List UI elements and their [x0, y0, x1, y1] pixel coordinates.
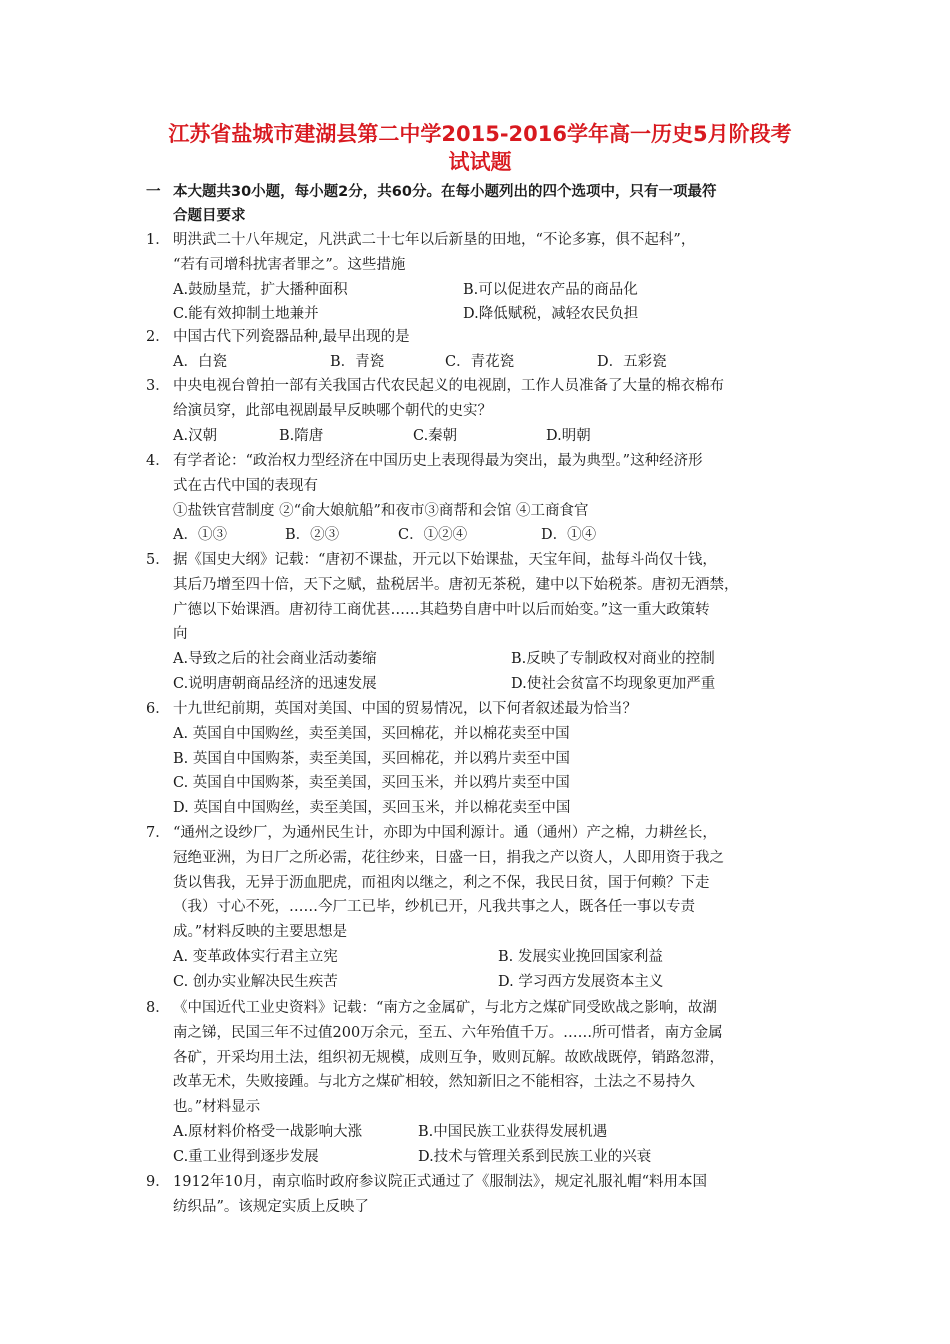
question-stem-line: 式在古代中国的表现有 — [173, 477, 318, 494]
option-a: A.导致之后的社会商业活动萎缩 — [173, 651, 377, 668]
question-stem-line: ①盐铁官营制度 ②“俞大娘航船”和夜市③商帮和会馆 ④工商食官 — [173, 502, 589, 519]
option-a: A.鼓励垦荒，扩大播种面积 — [173, 281, 348, 298]
question-stem-line: 冠绝亚洲，为日厂之所必需，花往纱来，日盛一日，捐我之产以资人，人即用资于我之 — [173, 849, 724, 866]
option-a: A.汉朝 — [173, 427, 218, 444]
option-b: B. 发展实业挽回国家利益 — [498, 948, 663, 965]
option-c: C. 英国自中国购茶，卖至美国，买回玉米，并以鸦片卖至中国 — [173, 775, 570, 792]
question-stem-line: “通州之设纱厂，为通州民生计，亦即为中国利源计。通（通州）产之棉，力耕丝长， — [173, 825, 717, 841]
question-stem-line: 十九世纪前期，英国对美国、中国的贸易情况，以下何者叙述最为恰当？ — [173, 701, 637, 717]
option-row — [173, 523, 826, 548]
option-d: D. 英国自中国购丝，卖至美国，买回玉米，并以棉花卖至中国 — [173, 800, 571, 817]
question-stem-line: 给演员穿，此部电视剧最早反映哪个朝代的史实？ — [173, 402, 492, 419]
question-stem-line: 各矿，开采均用土法，组织初无规模，成则互争，败则瓦解。故欧战既停，销路忽滞， — [173, 1049, 724, 1066]
question-2 — [146, 325, 826, 375]
option-d: D.技术与管理关系到民族工业的兴衰 — [418, 1148, 652, 1165]
question-stem-line: 1912年10月，南京临时政府参议院正式通过了《服制法》，规定礼服礼帽“料用本国 — [173, 1174, 708, 1190]
option-b: B.反映了专制政权对商业的控制 — [511, 651, 715, 668]
option-a: A．①③ — [173, 527, 227, 544]
page-title — [140, 120, 820, 176]
option-d: D. 学习西方发展资本主义 — [498, 973, 664, 990]
question-stem-line: 据《国史大纲》记载：“唐初不课盐，开元以下始课盐，天宝年间，盐每斗尚仅十钱， — [173, 552, 717, 568]
question-stem-line: （我）寸心不死，……今厂工已毕，纱机已开，凡我共事之人，既各任一事以专责 — [173, 899, 695, 916]
option-b: B.可以促进农产品的商品化 — [463, 281, 638, 298]
question-3 — [146, 374, 826, 448]
question-stem-line: 向 — [173, 626, 188, 643]
option-a: A．白瓷 — [173, 353, 227, 370]
option-b: B.隋唐 — [279, 427, 324, 444]
question-stem-line: 成。”材料反映的主要思想是 — [173, 924, 348, 941]
question-9 — [146, 1170, 826, 1220]
option-c: C．青花瓷 — [445, 353, 515, 370]
question-stem-line: 货以售我，无异于沥血肥虎，而祖肉以继之，利之不保，我民日贫，国于何赖？下走 — [173, 874, 710, 891]
option-row — [173, 970, 826, 995]
option-c: C.能有效抑制土地兼并 — [173, 306, 319, 323]
question-number: 4． — [146, 453, 170, 469]
option-row — [173, 945, 826, 970]
option-row — [173, 1145, 826, 1170]
option-row — [173, 424, 826, 449]
option-b: B. 英国自中国购茶，卖至美国，买回棉花，并以鸦片卖至中国 — [173, 750, 570, 767]
question-stem-line: 中央电视台曾拍一部有关我国古代农民起义的电视剧，工作人员准备了大量的棉衣棉布 — [173, 378, 724, 394]
question-number: 7． — [146, 825, 170, 841]
option-row — [173, 647, 826, 672]
option-c: C. 创办实业解决民生疾苦 — [173, 973, 338, 990]
question-number: 3． — [146, 378, 170, 394]
option-c: C.说明唐朝商品经济的迅速发展 — [173, 675, 377, 692]
question-1 — [146, 228, 826, 327]
option-row — [173, 278, 826, 303]
question-stem-line: 也。”材料显示 — [173, 1099, 261, 1116]
title-line-1: 江苏省盐城市建湖县第二中学2015-2016学年高一历史5月阶段考 — [168, 122, 792, 146]
question-number: 6． — [146, 701, 170, 717]
section-line-2: 合题目要求 — [173, 208, 246, 224]
option-a: A.原材料价格受一战影响大涨 — [173, 1123, 363, 1140]
question-4 — [146, 449, 826, 548]
option-row — [173, 302, 826, 327]
option-b: B.中国民族工业获得发展机遇 — [418, 1123, 608, 1140]
question-stem-line: “若有司增科扰害者罪之”。这些措施 — [173, 256, 406, 273]
question-number: 2． — [146, 329, 170, 345]
section-line-1: 本大题共30小题，每小题2分，共60分。在每小题列出的四个选项中，只有一项最符 — [173, 184, 717, 200]
option-row — [173, 350, 826, 375]
question-stem-line: 其后乃增至四十倍，天下之赋，盐税居半。唐初无茶税，建中以下始税茶。唐初无酒禁， — [173, 576, 739, 593]
option-b: B．青瓷 — [330, 353, 385, 370]
option-d: D.降低赋税，减轻农民负担 — [463, 306, 639, 323]
question-number: 8． — [146, 1000, 170, 1016]
question-stem-line: 《中国近代工业史资料》记载：“南方之金属矿，与北方之煤矿同受欧战之影响，故湖 — [173, 1000, 717, 1016]
question-stem-line: 改革无术，失败接踵。与北方之煤矿相较，然知新旧之不能相容，土法之不易持久 — [173, 1074, 695, 1091]
option-d: D.明朝 — [546, 427, 591, 444]
option-d: D.使社会贫富不均现象更加严重 — [511, 675, 716, 692]
option-c: C．①②④ — [398, 527, 468, 544]
title-line-2: 试试题 — [448, 150, 512, 174]
option-row — [173, 672, 826, 697]
question-number: 1． — [146, 232, 170, 248]
option-d: D．①④ — [541, 527, 597, 544]
question-8 — [146, 996, 826, 1170]
question-stem-line: 纺织品”。该规定实质上反映了 — [173, 1198, 369, 1215]
question-stem-line: 明洪武二十八年规定，凡洪武二十七年以后新垦的田地，“不论多寡，俱不起科”， — [173, 232, 696, 248]
question-stem-line: 中国古代下列瓷器品种,最早出现的是 — [173, 329, 410, 345]
option-b: B．②③ — [285, 527, 340, 544]
question-7 — [146, 821, 826, 995]
option-c: C.秦朝 — [413, 427, 458, 444]
question-6 — [146, 697, 826, 821]
question-stem-line: 南之锑，民国三年不过值200万余元，至五、六年殆值千万。……所可惜者，南方金属 — [173, 1024, 723, 1041]
question-number: 5． — [146, 552, 170, 568]
option-a: A. 英国自中国购丝，卖至美国，买回棉花，并以棉花卖至中国 — [173, 725, 570, 742]
question-stem-line: 广德以下始课酒。唐初待工商优甚……其趋势自唐中叶以后而始变。”这一重大政策转 — [173, 601, 710, 618]
option-c: C.重工业得到逐步发展 — [173, 1148, 319, 1165]
option-a: A. 变革政体实行君主立宪 — [173, 948, 338, 965]
option-d: D．五彩瓷 — [597, 353, 667, 370]
section-number: 一 — [146, 184, 161, 200]
question-stem-line: 有学者论：“政治权力型经济在中国历史上表现得最为突出，最为典型。”这种经济形 — [173, 453, 703, 469]
question-number: 9． — [146, 1174, 170, 1190]
option-row — [173, 1120, 826, 1145]
section-instructions — [146, 180, 826, 228]
question-5 — [146, 548, 826, 697]
